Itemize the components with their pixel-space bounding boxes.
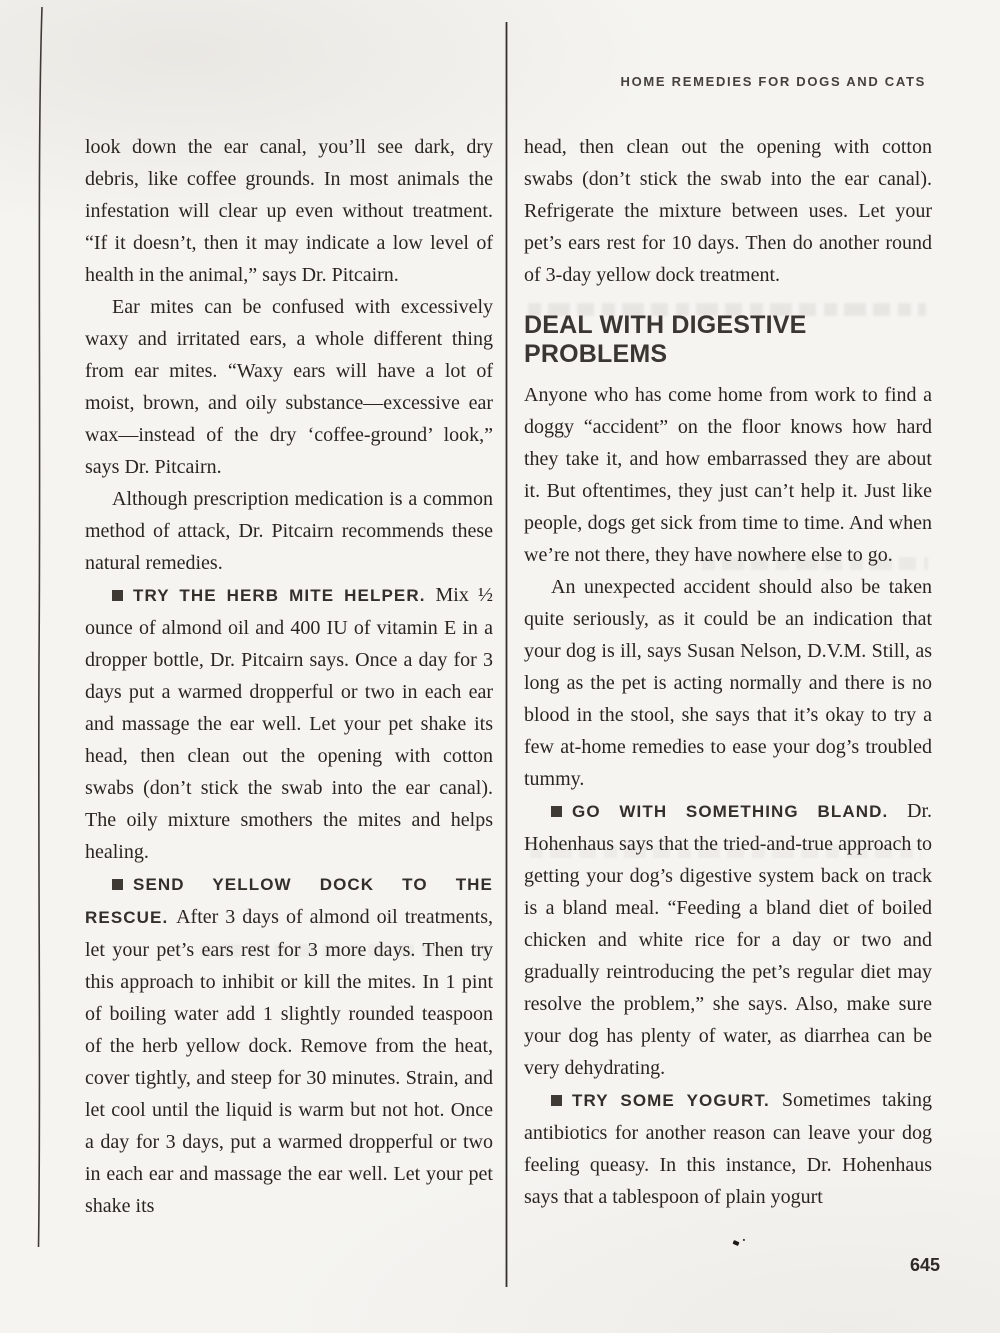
- page-edge-line: [39, 7, 43, 1247]
- section-heading: DEAL WITH DIGESTIVE PROBLEMS: [524, 311, 807, 368]
- bullet-heading: GO WITH SOMETHING BLAND.: [572, 802, 907, 821]
- body-paragraph: look down the ear canal, you’ll see dark, dry debris, like coffee grounds. In most animals the infestation will clear up even without treatment. “If it doesn’t, then it may indicate a low level of health in the animal,” says Dr. Pitcairn.: [85, 136, 493, 286]
- bullet-heading: SEND YELLOW DOCK TO THE RESCUE.: [85, 875, 493, 927]
- bullet-paragraph: TRY SOME YOGURT. Sometimes taking antibiotics for another reason can leave your dog feeling queasy. In this instance, Dr. Hohenhaus says that a tablespoon of plain yogurt: [524, 1089, 932, 1208]
- bullet-square-icon: [551, 806, 562, 817]
- body-paragraph: An unexpected accident should also be taken quite seriously, as it could be an indication that your dog is ill, says Susan Nelson, D.V.M. Still, as long as the pet is acting normally and there is no blood in the stool, she says that it’s okay to try a few at-home remedies to ease your dog’s troubled tummy.: [524, 576, 932, 790]
- bullet-paragraph: SEND YELLOW DOCK TO THE RESCUE. After 3 days of almond oil treatments, let your pet’s ears rest for 3 more days. Then try this approach to inhibit or kill the mites. In 1 pint of boiling water add 1 slightly rounded teaspoon of the herb yellow dock. Remove from the heat, cover tightly, and steep for 30 minutes. Strain, and let cool until the liquid is warm but not hot. Once a day for 3 days, put a warmed dropperful or two in each ear and massage the ear well. Let your pet shake its: [85, 875, 494, 1217]
- running-header: HOME REMEDIES FOR DOGS AND CATS: [620, 74, 926, 89]
- right-column: [524, 131, 932, 1213]
- bullet-paragraph: GO WITH SOMETHING BLAND. Dr. Hohenhaus says that the tried-and-true approach to getting your dog’s digestive system back on track is a bland meal. “Feeding a bland diet of boiled chicken and white rice for a day or two and gradually reintroducing the pet’s regular diet may resolve the problem,” she says. Also, make sure your dog has plenty of water, as diarrhea can be very dehydrating.: [524, 800, 932, 1079]
- bullet-paragraph: TRY THE HERB MITE HELPER. Mix ½ ounce of almond oil and 400 IU of vitamin E in a dropper bottle, Dr. Pitcairn says. Once a day for 3 days put a warmed dropperful or two in each ear and massage the ear well. Let your pet shake its head, then clean out the opening with cotton swabs (don’t stick the swab into the ear canal). The oily mixture smothers the mites and helps healing.: [85, 584, 494, 863]
- ink-speck: [732, 1240, 739, 1246]
- left-column: [85, 131, 493, 1222]
- bullet-heading: TRY SOME YOGURT.: [572, 1091, 782, 1110]
- page-number: 645: [909, 1255, 940, 1275]
- bullet-square-icon: [112, 879, 123, 890]
- bullet-square-icon: [551, 1095, 562, 1106]
- body-paragraph: Ear mites can be confused with excessively waxy and irritated ears, a whole different thing from ear mites. “Waxy ears will have a lot of moist, brown, and oily substance—excessive ear wax—instead of the dry ‘coffee-ground’ look,” says Dr. Pitcairn.: [85, 296, 493, 478]
- body-paragraph: Anyone who has come home from work to find a doggy “accident” on the floor knows how hard they take it, and how embarrassed they are about it. But oftentimes, they just can’t help it. Just like people, dogs get sick from time to time. And when we’re not there, they have nowhere else to go.: [524, 384, 932, 566]
- body-paragraph: head, then clean out the opening with cotton swabs (don’t stick the swab into the ear canal). Refrigerate the mixture between uses. Let your pet’s ears rest for 10 days. Then do another round of 3-day yellow dock treatment.: [524, 136, 932, 286]
- bullet-heading: TRY THE HERB MITE HELPER.: [133, 586, 436, 605]
- body-paragraph: Although prescription medication is a common method of attack, Dr. Pitcairn recommends these natural remedies.: [85, 488, 493, 574]
- bullet-square-icon: [112, 590, 123, 601]
